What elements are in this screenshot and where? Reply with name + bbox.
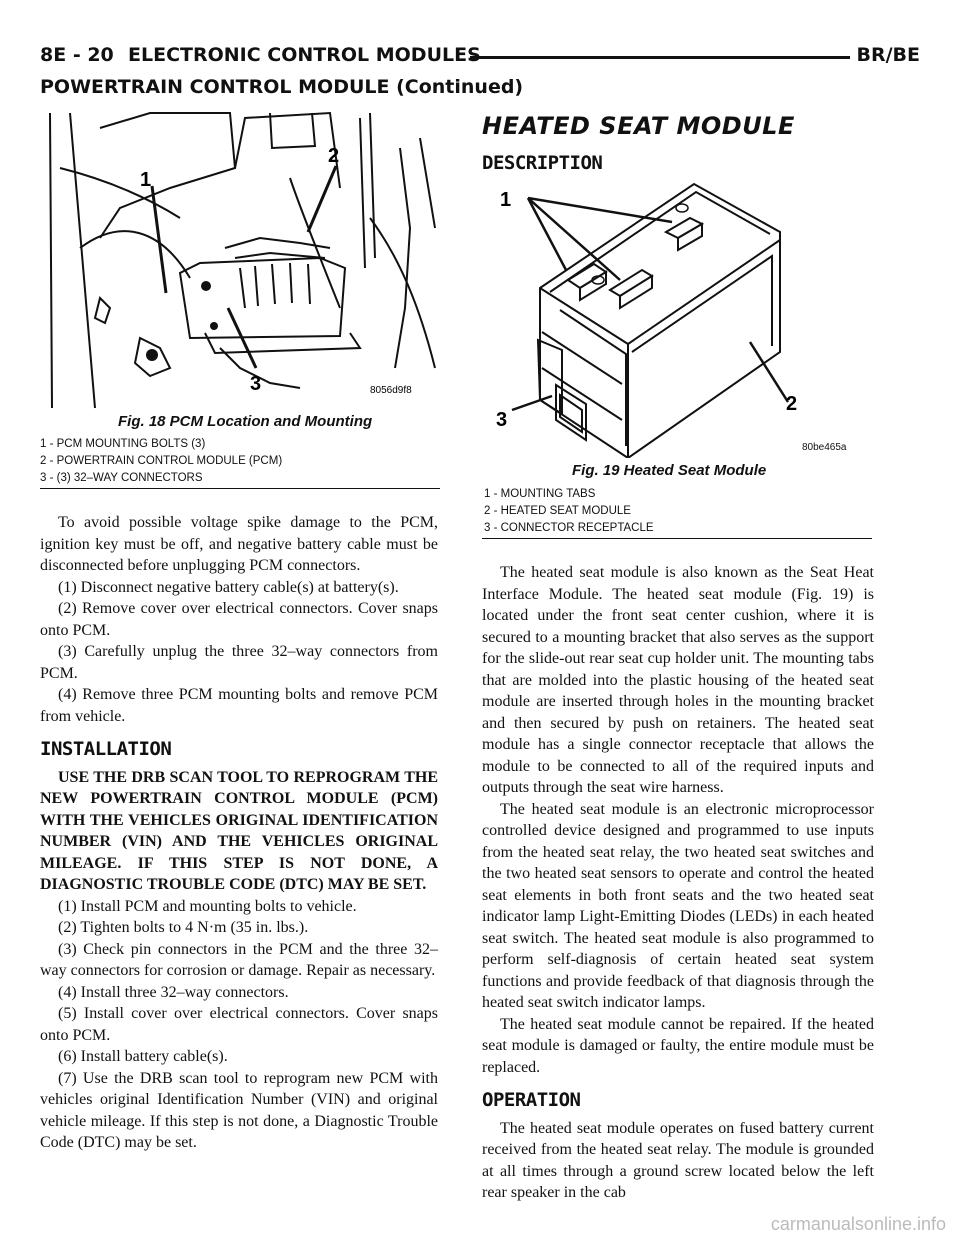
fig19-callout-2: 2 <box>786 393 798 415</box>
description-paragraph: The heated seat module cannot be repaired. If the heated seat module is damaged or faulty, the entire module must be replaced. <box>482 1015 874 1076</box>
fig18-legend-item: 2 - POWERTRAIN CONTROL MODULE (PCM) <box>40 455 283 467</box>
description-paragraph: The heated seat module is an electronic microprocessor controlled device designed and programmed to use inputs from the heated seat relay, the two heated seat switches and the two heated seat sensors to operate and control the heated seat elements in both front seats and the two heated seat indicator lamp Light-Emitting Diodes (LEDs) in each heated seat switch. The heated seat module is also programmed to perform self-diagnosis of certain heated seat system functions and provide feedback of that diagnosis through the heated seat switch indicator lamps. <box>482 800 874 1011</box>
installation-step: (7) Use the DRB scan tool to reprogram new PCM with vehicles original Identification Number (VIN) and original vehicle mileage. If this step is not done, a Diagnostic Trouble Code (DTC) may be set. <box>40 1069 438 1151</box>
description-heading: DESCRIPTION <box>482 152 603 174</box>
fig18-legend <box>40 436 440 487</box>
watermark: carmanualsonline.info <box>770 1214 946 1234</box>
removal-step: (2) Remove cover over electrical connectors. Cover snaps onto PCM. <box>40 600 438 639</box>
fig18-callout-1: 1 <box>140 169 152 191</box>
installation-step: (6) Install battery cable(s). <box>58 1048 228 1065</box>
fig18-caption: Fig. 18 PCM Location and Mounting <box>118 413 373 430</box>
fig18-legend-item: 1 - PCM MOUNTING BOLTS (3) <box>40 438 206 450</box>
fig19-image-code: 80be465a <box>802 442 847 453</box>
heated-seat-module-drawing <box>482 180 882 458</box>
removal-step: (1) Disconnect negative battery cable(s) at battery(s). <box>58 578 399 596</box>
fig18-legend-item: 3 - (3) 32–WAY CONNECTORS <box>40 472 203 484</box>
page-number: 8E - 20 <box>40 44 114 66</box>
installation-step: (1) Install PCM and mounting bolts to vehicle. <box>58 897 357 915</box>
installation-step: (2) Tighten bolts to 4 N·m (35 in. lbs.). <box>58 919 309 936</box>
fig19-callout-3: 3 <box>496 409 508 431</box>
continued-title: POWERTRAIN CONTROL MODULE (Continued) <box>40 76 524 98</box>
description-paragraph: The heated seat module is also known as the Seat Heat Interface Module. The heated seat module (Fig. 19) is located under the front seat center cushion, where it is secured to a mounting bracket that also serves as the support for the slide-out rear seat cup holder unit. The mounting tabs that are molded into the plastic housing of the heated seat module are inserted through holes in the mounting bracket and then secured by push on retainers. The heated seat module has a single connector receptacle that allows the module to be connected to all of the required inputs and outputs through the seat wire harness. <box>482 564 874 796</box>
fig18-image-code: 8056d9f8 <box>370 385 412 396</box>
installation-heading: INSTALLATION <box>40 738 172 760</box>
removal-intro: To avoid possible voltage spike damage to the PCM, ignition key must be off, and negative battery cable must be disconnected before unplugging PCM connectors. <box>40 514 438 574</box>
fig19-legend-item: 2 - HEATED SEAT MODULE <box>484 505 631 517</box>
operation-paragraph: The heated seat module operates on fused battery current received from the heated seat relay. The module is grounded at all times through a ground screw located below the left rear speaker in the cab <box>482 1119 874 1201</box>
heated-seat-module-heading: HEATED SEAT MODULE <box>482 112 795 140</box>
fig19-caption: Fig. 19 Heated Seat Module <box>572 462 767 479</box>
fig18-illustration <box>40 108 440 410</box>
fig18-callout-2: 2 <box>328 145 340 167</box>
left-column <box>40 512 438 1154</box>
section-title: ELECTRONIC CONTROL MODULES <box>128 44 481 66</box>
installation-step: (4) Install three 32–way connectors. <box>58 983 289 1001</box>
model-code: BR/BE <box>856 44 920 66</box>
fig18-legend-rule <box>40 488 440 489</box>
fig19-callout-1: 1 <box>500 189 512 211</box>
fig19-legend <box>484 486 874 537</box>
fig19-legend-rule <box>482 538 872 539</box>
fig19-legend-item: 3 - CONNECTOR RECEPTACLE <box>484 522 654 534</box>
installation-warning: USE THE DRB SCAN TOOL TO REPROGRAM THE NEW POWERTRAIN CONTROL MODULE (PCM) WITH THE VEHICLES ORIGINAL IDENTIFICATION NUMBER (VIN) AND THE VEHICLES ORIGINAL MILEAGE. IF THIS STEP IS NOT DONE, A DIAGNOSTIC TROUBLE CODE (DTC) MAY BE SET. <box>40 768 438 893</box>
right-column <box>482 562 874 1204</box>
installation-step: (5) Install cover over electrical connectors. Cover snaps onto PCM. <box>40 1005 438 1044</box>
removal-step: (4) Remove three PCM mounting bolts and remove PCM from vehicle. <box>40 686 438 725</box>
header-rule <box>470 56 850 59</box>
installation-step: (3) Check pin connectors in the PCM and the three 32–way connectors for corrosion or damage. Repair as necessary. <box>40 940 438 979</box>
pcm-location-drawing <box>40 108 440 410</box>
fig19-illustration <box>482 180 882 458</box>
removal-step: (3) Carefully unplug the three 32–way connectors from PCM. <box>40 643 438 682</box>
fig19-legend-item: 1 - MOUNTING TABS <box>484 488 596 500</box>
operation-heading: OPERATION <box>482 1089 581 1111</box>
fig18-callout-3: 3 <box>250 373 262 395</box>
page-header <box>40 44 920 76</box>
